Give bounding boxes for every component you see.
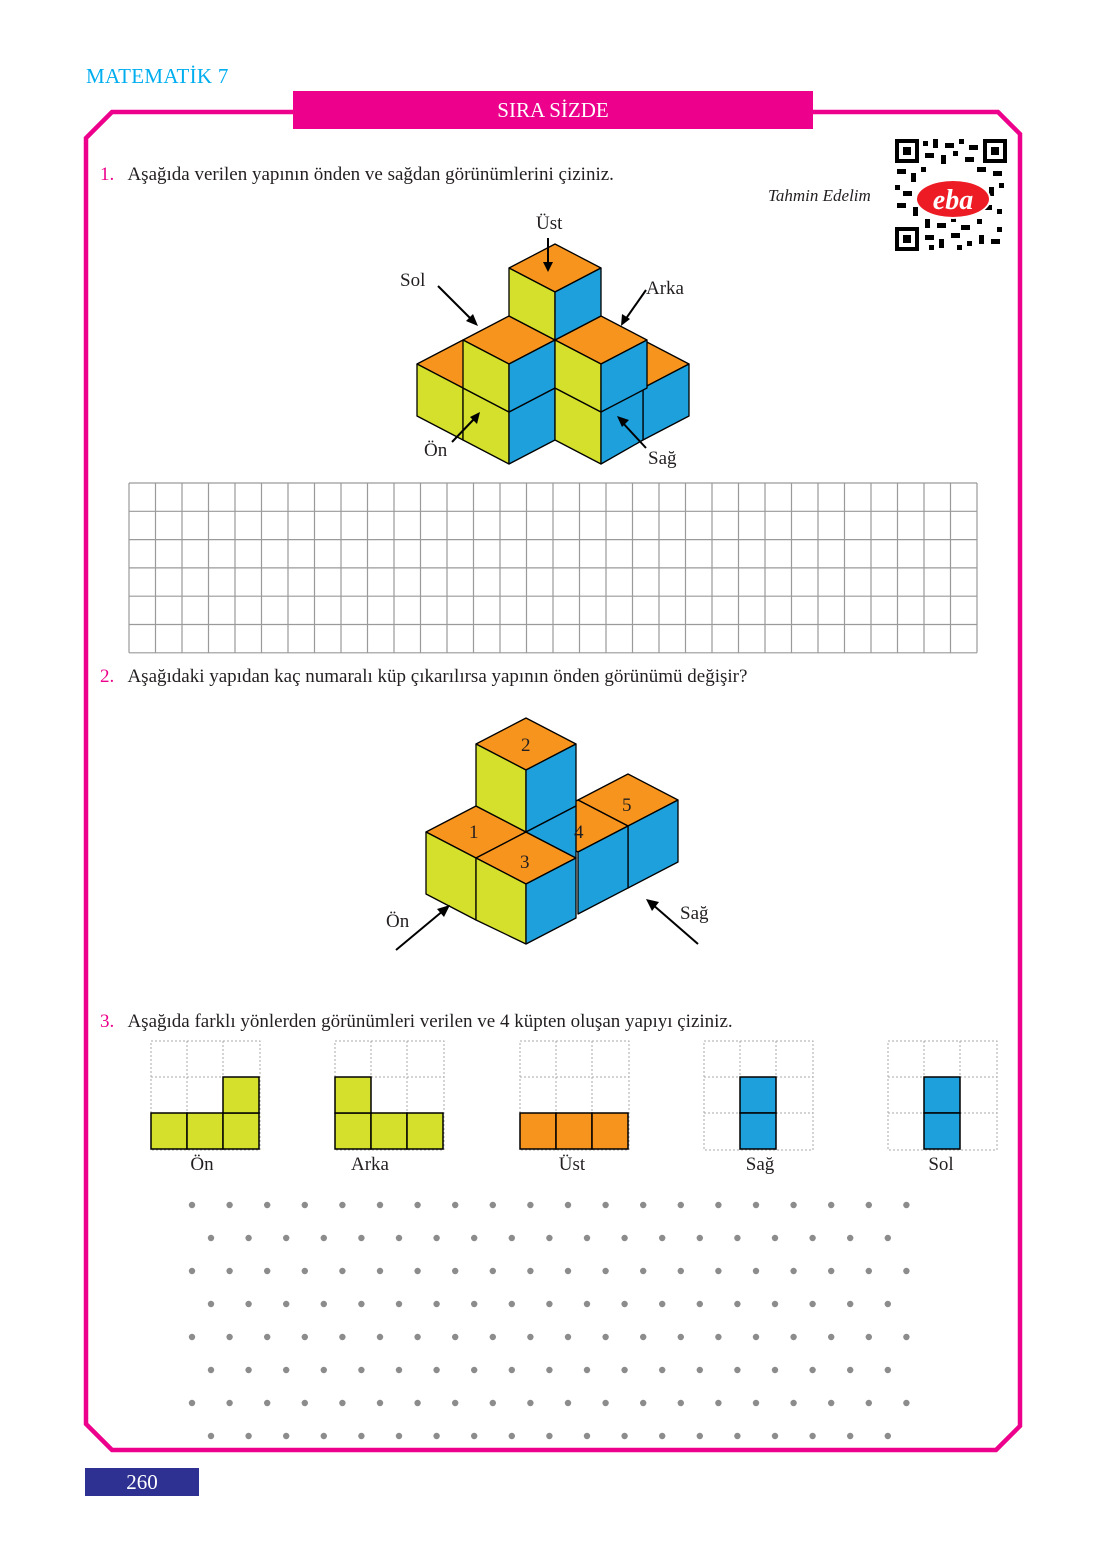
view-label-top: Üst — [558, 1154, 586, 1175]
question-text: Aşağıda verilen yapının önden ve sağdan görünümlerini çiziniz. — [127, 164, 614, 185]
q2-label-right: Sağ — [680, 903, 709, 924]
question-3 — [100, 1011, 733, 1033]
page-number: 260 — [85, 1468, 199, 1496]
view-label-back: Arka — [351, 1154, 389, 1175]
cube-number-2: 2 — [521, 735, 531, 756]
qr-code-icon[interactable] — [893, 137, 1009, 253]
q2-label-front: Ön — [386, 911, 410, 932]
view-label-right: Sağ — [745, 1154, 775, 1175]
view-back — [334, 1040, 446, 1152]
q1-label-front: Ön — [424, 440, 448, 461]
q1-cube-structure — [380, 200, 720, 480]
view-label-front: Ön — [190, 1154, 214, 1175]
cube-number-3: 3 — [520, 852, 530, 873]
question-number: 3. — [100, 1011, 115, 1032]
isometric-dot-grid[interactable] — [180, 1195, 930, 1445]
view-right — [703, 1040, 815, 1152]
cube-number-4: 4 — [574, 822, 584, 843]
q2-cube-structure — [380, 700, 740, 970]
q1-label-top: Üst — [536, 213, 563, 234]
eba-label: Tahmin Edelim — [768, 186, 871, 205]
section-banner: SIRA SİZDE — [293, 91, 813, 129]
book-title: MATEMATİK 7 — [86, 64, 229, 88]
q1-label-right: Sağ — [648, 448, 677, 469]
question-number: 1. — [100, 164, 115, 185]
answer-grid[interactable] — [128, 482, 980, 654]
question-1 — [100, 164, 614, 186]
view-top — [519, 1040, 631, 1152]
q1-label-left: Sol — [400, 270, 426, 291]
question-text: Aşağıdaki yapıdan kaç numaralı küp çıkarılırsa yapının önden görünümü değişir? — [127, 666, 748, 687]
question-2 — [100, 666, 747, 688]
cube-number-5: 5 — [622, 795, 632, 816]
view-left — [887, 1040, 999, 1152]
q1-label-back: Arka — [646, 278, 684, 299]
cube-number-1: 1 — [469, 822, 479, 843]
view-front — [150, 1040, 262, 1152]
eba-logo-text: eba — [932, 185, 974, 216]
question-text: Aşağıda farklı yönlerden görünümleri verilen ve 4 küpten oluşan yapıyı çiziniz. — [127, 1011, 733, 1032]
question-number: 2. — [100, 666, 115, 687]
view-label-left: Sol — [928, 1154, 954, 1175]
